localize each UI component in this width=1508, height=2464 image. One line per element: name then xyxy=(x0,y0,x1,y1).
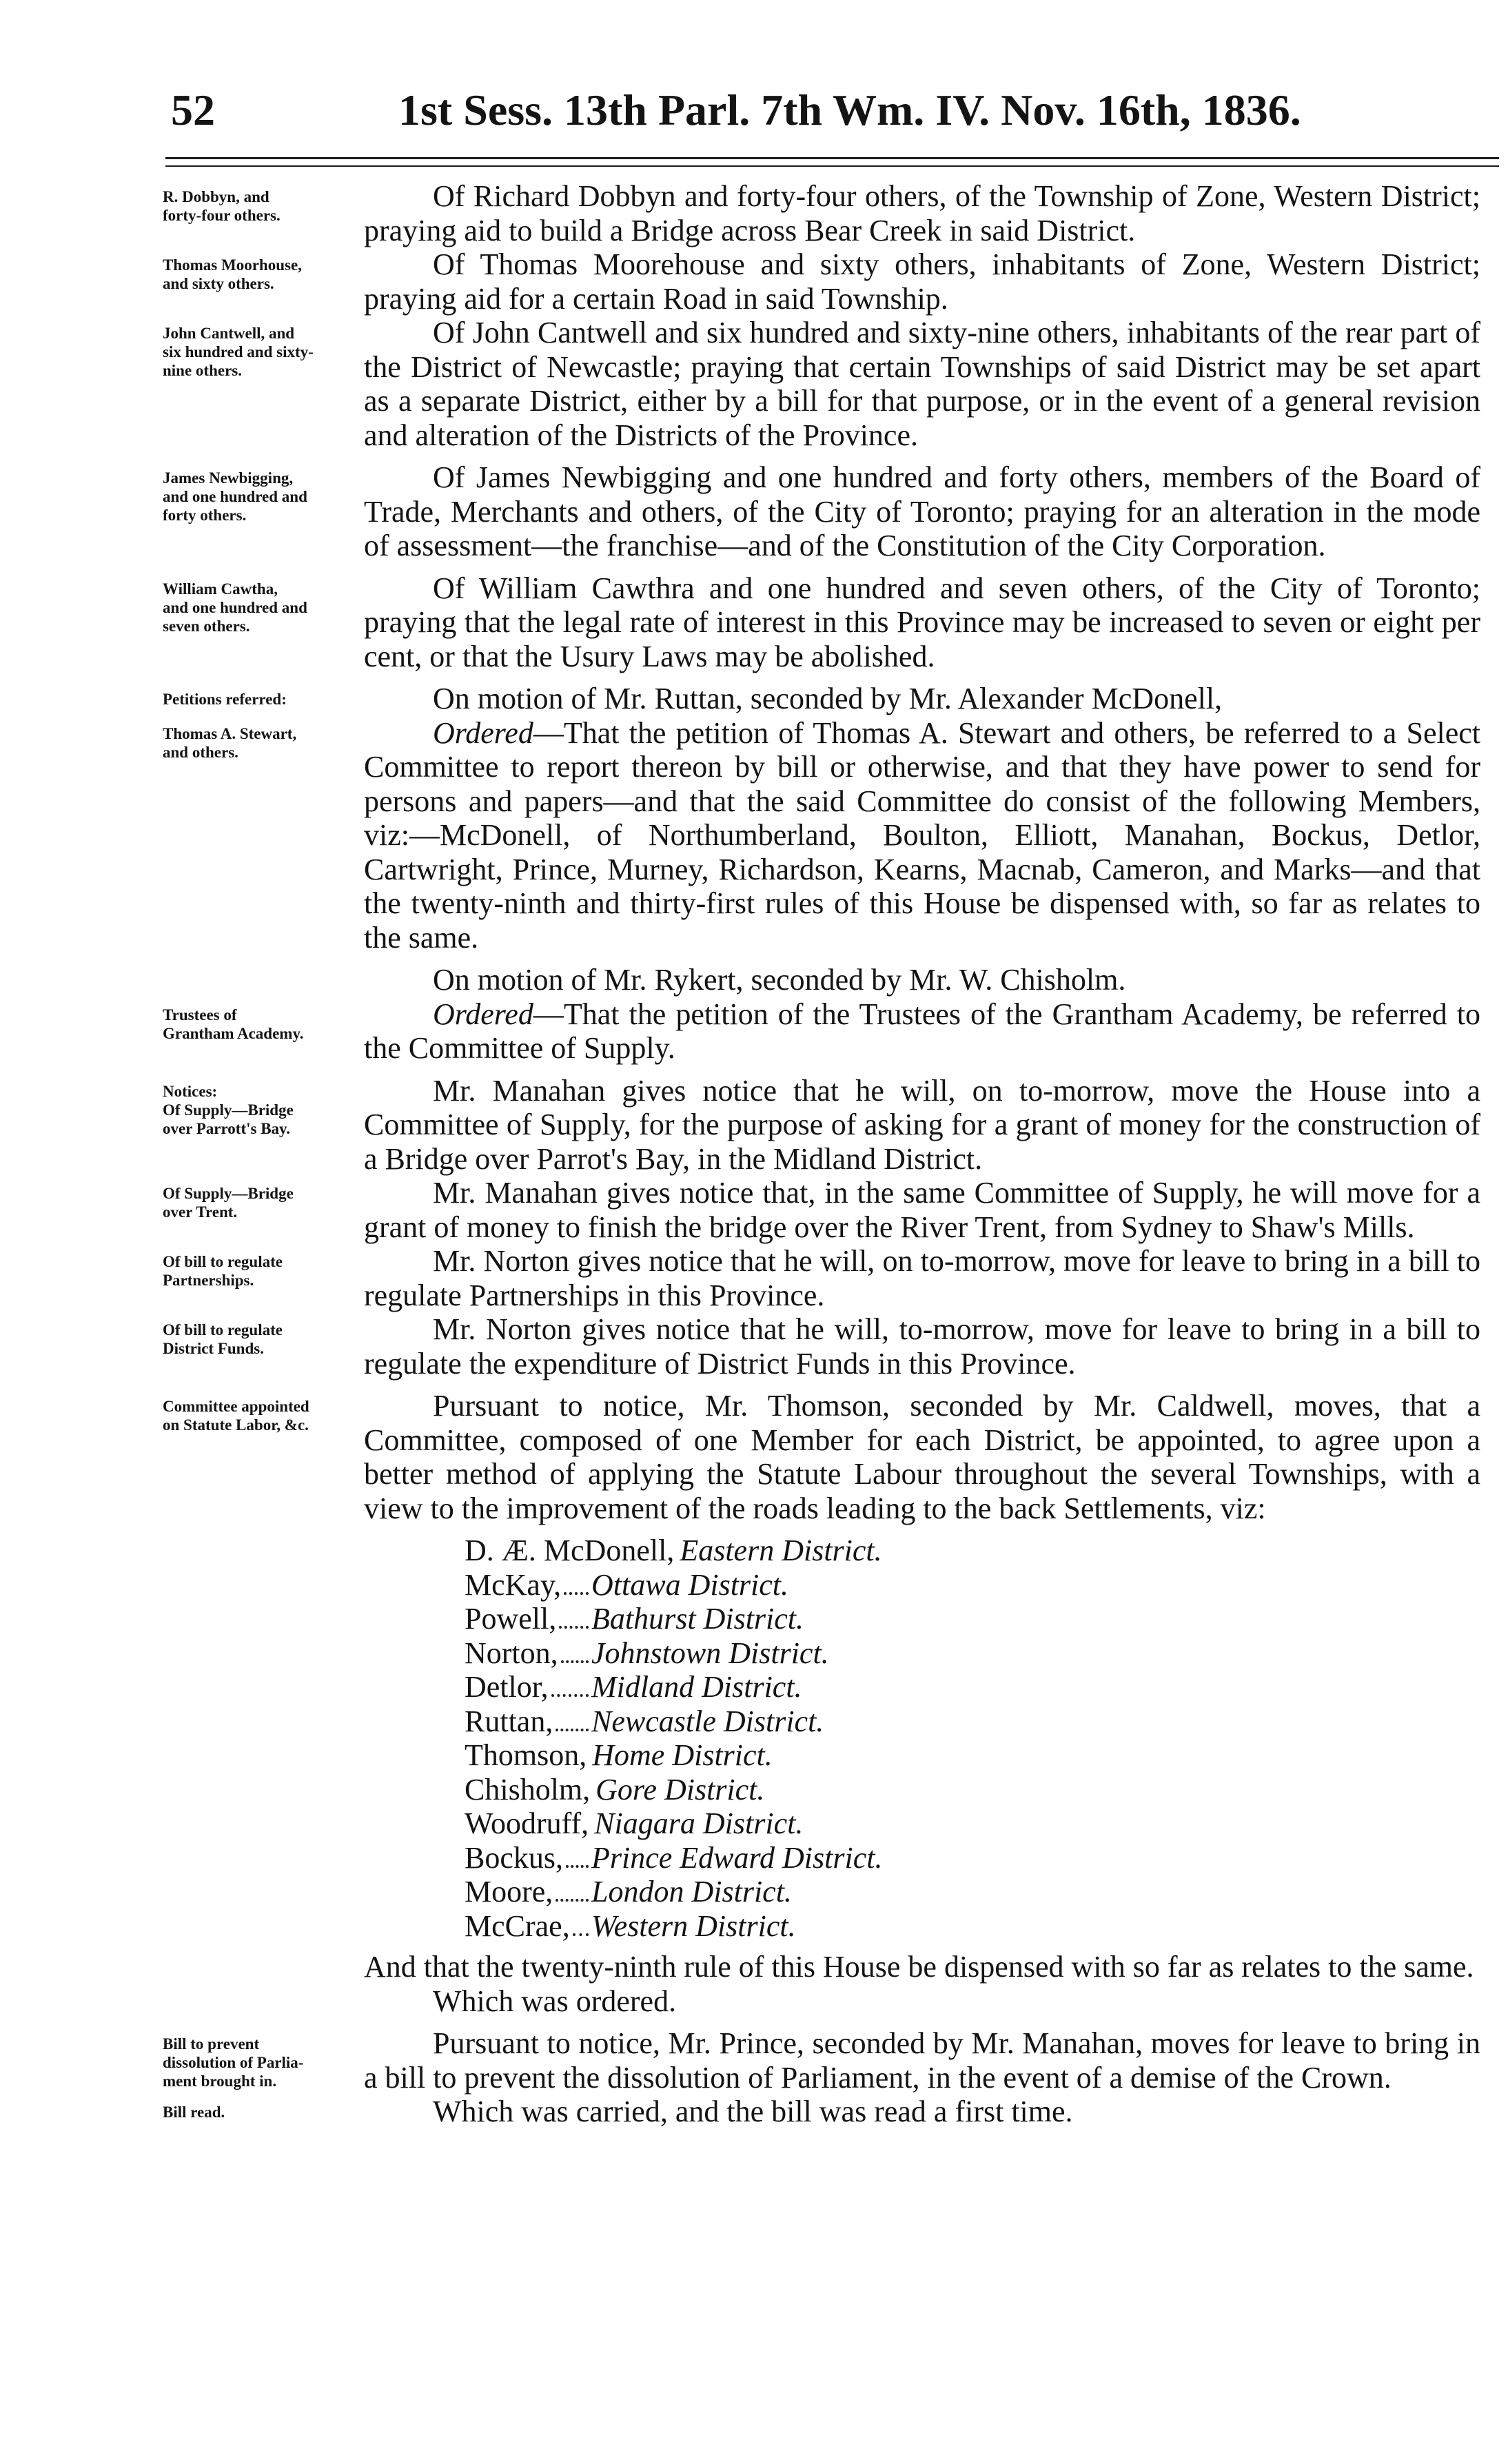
ordered-word: Ordered xyxy=(433,997,533,1031)
member-district: Gore District. xyxy=(595,1772,765,1806)
margin-note-line: Of bill to regulate xyxy=(163,1253,283,1270)
member-name: Woodruff, xyxy=(465,1806,589,1840)
member-row xyxy=(465,1602,977,1636)
member-row xyxy=(465,1875,977,1909)
margin-note-line: Committee appointed xyxy=(163,1398,309,1415)
paragraph: Which was carried, and the bill was read a first time. xyxy=(433,2095,1073,2128)
margin-note xyxy=(163,682,369,716)
margin-note xyxy=(163,247,369,316)
paragraph: Of James Newbigging and one hundred and forty others, members of the Board of Trade, Merchants and others, of the City of Toronto; praying for an alteration in the mode of assessment—the franchise—and of the Constitution of the City Corporation. xyxy=(364,460,1480,562)
margin-note xyxy=(163,1389,369,1525)
notice-entry xyxy=(163,1176,1486,1244)
margin-note-line: forty-four others. xyxy=(163,207,281,224)
member-district: Eastern District. xyxy=(680,1534,882,1567)
margin-note-line: and others. xyxy=(163,743,238,761)
margin-note xyxy=(163,1312,369,1381)
paragraph: Of Richard Dobbyn and forty-four others, of the Township of Zone, Western District; praying aid to build a Bridge across Bear Creek in said District. xyxy=(364,179,1480,247)
margin-note xyxy=(163,1176,369,1244)
margin-note-line: over Trent. xyxy=(163,1203,238,1221)
margin-note-line: and one hundred and xyxy=(163,488,307,505)
member-district: Johnstown District. xyxy=(591,1636,829,1670)
motion-entry xyxy=(163,963,1486,997)
notice-entry xyxy=(163,1074,1486,1177)
paragraph xyxy=(364,997,1480,1066)
margin-note-line: seven others. xyxy=(163,617,250,635)
member-row xyxy=(465,1738,977,1773)
member-district: Prince Edward District. xyxy=(591,1840,883,1875)
member-district: London District. xyxy=(591,1875,792,1908)
margin-note-line: James Newbigging, xyxy=(163,469,294,487)
margin-note xyxy=(163,460,369,563)
bill-entry xyxy=(163,2026,1486,2095)
margin-note-line: Thomas A. Stewart, xyxy=(163,724,297,742)
journal-body xyxy=(163,179,1486,2129)
member-district: Bathurst District. xyxy=(591,1602,804,1636)
member-name: Norton, xyxy=(465,1636,558,1670)
member-district: Home District. xyxy=(592,1738,773,1772)
margin-note xyxy=(163,2095,369,2129)
paragraph: Pursuant to notice, Mr. Prince, seconded by Mr. Manahan, moves for leave to bring in a bill to prevent the dissolution of Parliament, in the event of a demise of the Crown. xyxy=(364,2026,1480,2095)
header-rule xyxy=(165,157,1499,159)
margin-note xyxy=(163,716,369,955)
petition-entry xyxy=(163,571,1486,674)
margin-note xyxy=(163,1074,369,1177)
margin-note-line: Petitions referred: xyxy=(163,691,287,708)
margin-note xyxy=(163,1244,369,1312)
margin-note-line: dissolution of Parlia- xyxy=(163,2054,304,2071)
member-name: McKay, xyxy=(465,1567,562,1602)
margin-note-line: John Cantwell, and xyxy=(163,325,295,342)
margin-note-line: six hundred and sixty- xyxy=(163,343,314,360)
member-district: Western District. xyxy=(591,1908,796,1943)
margin-note-line: forty others. xyxy=(163,507,247,524)
order-text: —That the petition of the Trustees of the Grantham Academy, be referred to the Committee of Supply. xyxy=(364,997,1480,1065)
paragraph: Mr. Manahan gives notice that he will, on to-morrow, move the House into a Committee of Supply, for the purpose of asking for a grant of money for the construction of a Bridge over Parrot's Bay, in the Midland District. xyxy=(364,1073,1480,1176)
margin-note-line: R. Dobbyn, and xyxy=(163,188,269,205)
order-entry xyxy=(163,997,1486,1066)
member-name: Powell, xyxy=(465,1602,557,1636)
paragraph: On motion of Mr. Rykert, seconded by Mr. W. Chisholm. xyxy=(433,963,1126,997)
margin-note-line: Grantham Academy. xyxy=(163,1024,304,1042)
margin-note-line: ment brought in. xyxy=(163,2073,277,2090)
margin-note-line: District Funds. xyxy=(163,1340,264,1357)
petition-entry xyxy=(163,247,1486,316)
paragraph xyxy=(364,716,1480,955)
member-name: Moore, xyxy=(465,1875,553,1908)
member-name: McCrae, xyxy=(465,1908,570,1943)
ordered-word: Ordered xyxy=(433,715,533,750)
paragraph: Of John Cantwell and six hundred and sixty-nine others, inhabitants of the rear part of the District of Newcastle; praying that certain Townships of said District may be set apart as a separate District, either by a bill for that purpose, or in the event of a general revision and alteration of the Districts of the Province. xyxy=(364,316,1480,452)
member-row xyxy=(465,1636,977,1671)
margin-note xyxy=(163,963,369,997)
member-name: D. Æ. McDonell, xyxy=(465,1534,675,1567)
margin-note-line: on Statute Labor, &c. xyxy=(163,1416,309,1434)
margin-note-line: Bill read. xyxy=(163,2104,225,2121)
member-name: Ruttan, xyxy=(465,1704,553,1738)
member-row xyxy=(465,1806,977,1841)
paragraph: Mr. Manahan gives notice that, in the same Committee of Supply, he will move for a grant of money to finish the bridge over the River Trent, from Sydney to Shaw's Mills. xyxy=(364,1176,1480,1244)
member-row xyxy=(465,1704,977,1739)
member-district: Niagara District. xyxy=(594,1806,804,1840)
margin-note xyxy=(163,2026,369,2095)
committee-member-list xyxy=(163,1534,977,1943)
member-name: Detlor, xyxy=(465,1670,549,1704)
page-number: 52 xyxy=(171,85,215,134)
running-title: 1st Sess. 13th Parl. 7th Wm. IV. Nov. 16th, 1836. xyxy=(398,85,1301,134)
margin-note-line: over Parrott's Bay. xyxy=(163,1119,291,1137)
member-row xyxy=(465,1568,977,1602)
margin-note-line: Partnerships. xyxy=(163,1272,254,1289)
margin-note-line: William Cawtha, xyxy=(163,580,278,598)
paragraph: Mr. Norton gives notice that he will, on to-morrow, move for leave to bring in a bill to regulate Partnerships in this Province. xyxy=(364,1244,1480,1312)
petition-entry xyxy=(163,316,1486,452)
petition-entry xyxy=(163,179,1486,247)
margin-note-line: Of bill to regulate xyxy=(163,1321,283,1338)
paragraph: Of William Cawthra and one hundred and seven others, of the City of Toronto; praying that the legal rate of interest in this Province may be increased to seven or eight per cent, or that the Usury Laws may be abolished. xyxy=(364,571,1480,673)
member-name: Chisholm, xyxy=(465,1772,591,1806)
margin-note-line: nine others. xyxy=(163,362,242,379)
rule-dispensed-entry xyxy=(163,1950,1486,2018)
margin-note-line: Notices: xyxy=(163,1082,218,1100)
member-row xyxy=(465,1909,977,1944)
member-name: Bockus, xyxy=(465,1840,563,1875)
bill-entry xyxy=(163,2095,1486,2129)
margin-note-line: Thomas Moorhouse, xyxy=(163,256,302,274)
margin-note-line: Bill to prevent xyxy=(163,2035,260,2053)
margin-note xyxy=(163,179,369,247)
motion-entry xyxy=(163,682,1486,716)
petition-entry xyxy=(163,460,1486,563)
member-row xyxy=(465,1670,977,1704)
margin-note xyxy=(163,1950,369,2018)
margin-note xyxy=(163,997,369,1066)
paragraph: Mr. Norton gives notice that he will, to-morrow, move for leave to bring in a bill to regulate the expenditure of District Funds in this Province. xyxy=(364,1312,1480,1381)
notice-entry xyxy=(163,1312,1486,1381)
margin-note-line: and one hundred and xyxy=(163,598,307,616)
margin-note-line: Of Supply—Bridge xyxy=(163,1185,294,1202)
margin-note xyxy=(163,571,369,674)
paragraph: Pursuant to notice, Mr. Thomson, seconded by Mr. Caldwell, moves, that a Committee, composed of one Member for each District, be appointed, to agree upon a better method of applying the Statute Labour throughout the several Townships, with a view to the improvement of the roads leading to the back Settlements, viz: xyxy=(364,1389,1480,1525)
notice-entry xyxy=(163,1244,1486,1312)
margin-note-line: and sixty others. xyxy=(163,275,274,292)
paragraph: Of Thomas Moorehouse and sixty others, inhabitants of Zone, Western District; praying aid for a certain Road in said Township. xyxy=(364,247,1480,316)
order-text: —That the petition of Thomas A. Stewart and others, be referred to a Select Committee to report thereon by bill or otherwise, and that they have power to send for persons and papers—and that the said Committee do consist of the following Members, viz:—McDonell, of Northumberland, Boulton, Elliott, Manahan, Bockus, Detlor, Cartwright, Prince, Murney, Richardson, Kearns, Macnab, Cameron, and Marks—and that the twenty-ninth and thirty-first rules of this House be dispensed with, so far as relates to the same. xyxy=(364,715,1480,955)
member-row xyxy=(465,1534,977,1568)
paragraph: And that the twenty-ninth rule of this House be dispensed with so far as relates to the same. xyxy=(364,1950,1474,1984)
margin-note xyxy=(163,316,369,452)
margin-note-line: Trustees of xyxy=(163,1006,237,1024)
paragraph: Which was ordered. xyxy=(433,1984,677,2018)
order-entry xyxy=(163,716,1486,955)
paragraph: On motion of Mr. Ruttan, seconded by Mr. Alexander McDonell, xyxy=(433,682,1223,715)
member-district: Ottawa District. xyxy=(591,1567,789,1602)
member-row xyxy=(465,1773,977,1807)
header-rule-thin xyxy=(165,165,1499,167)
member-district: Newcastle District. xyxy=(591,1704,824,1738)
margin-note-line: Of Supply—Bridge xyxy=(163,1101,294,1119)
member-row xyxy=(465,1841,977,1875)
member-district: Midland District. xyxy=(591,1670,802,1704)
member-name: Thomson, xyxy=(465,1738,587,1772)
committee-motion-entry xyxy=(163,1389,1486,1525)
